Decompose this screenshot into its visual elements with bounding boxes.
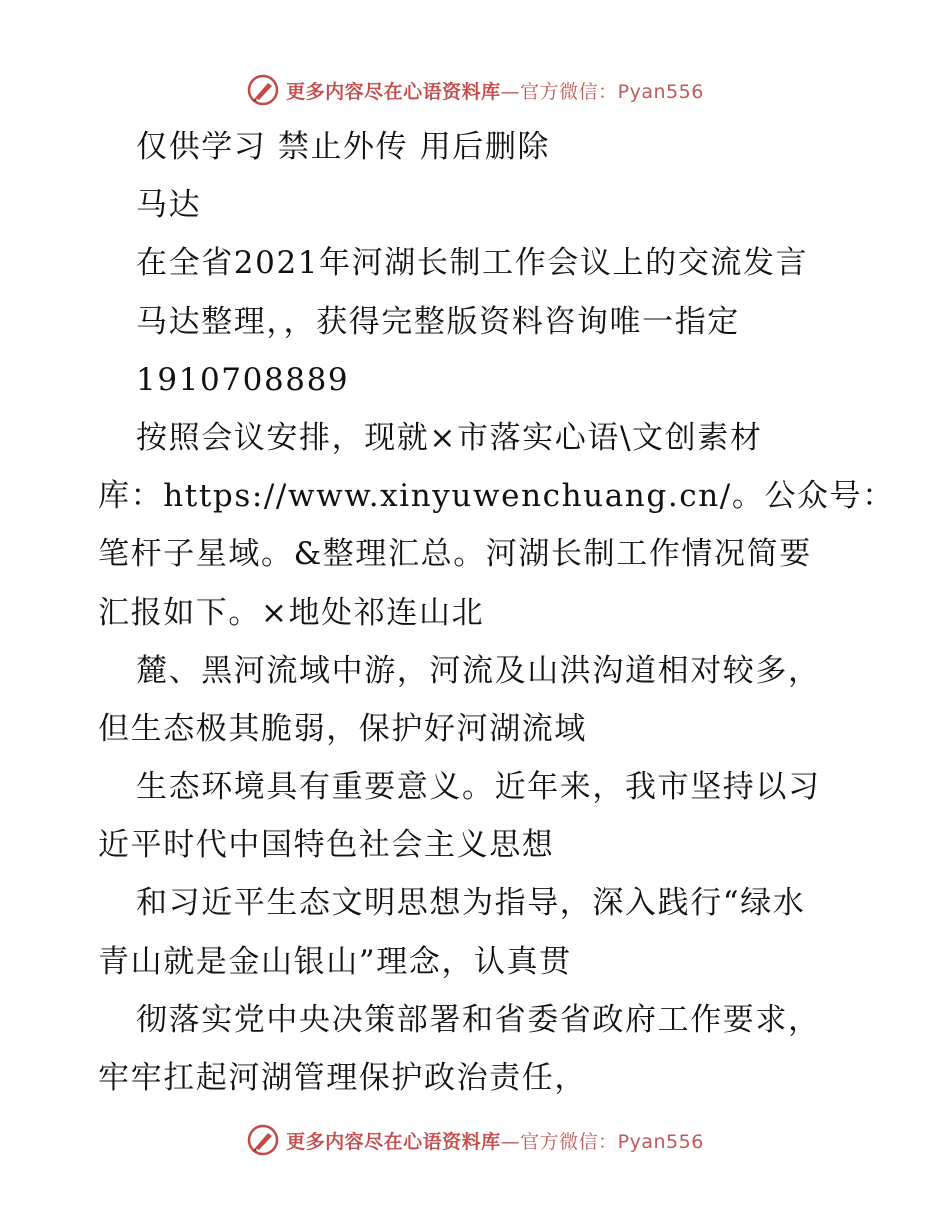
text-line: 按照会议安排，现就×市落实心语\文创素材 [136,419,763,456]
text-line: 彻落实党中央决策部署和省委省政府工作要求， [136,1001,821,1038]
pen-logo-icon [246,1123,280,1157]
text-line: 马达整理，，获得完整版资料咨询唯一指定 [136,303,740,340]
header-watermark [0,70,950,110]
text-line: 但生态极其脆弱，保护好河湖流域 [98,710,587,747]
text-line: 牢牢扛起河湖管理保护政治责任， [98,1060,587,1096]
watermark-text: 更多内容尽在心语资料库—官方微信：Pyan556 [286,80,704,103]
text-line: 青山就是金山银山”理念，认真贯 [98,943,572,980]
footer-watermark [0,1120,950,1160]
document-body [98,118,895,1107]
text-line: 笔杆子星域。&整理汇总。河湖长制工作情况简要 [98,536,812,573]
text-line: 近平时代中国特色社会主义思想 [98,827,555,864]
pen-logo-icon [246,73,280,107]
text-line: 生态环境具有重要意义。近年来，我市坚持以习 [136,769,821,806]
text-line: 仅供学习 禁止外传 用后删除 [136,129,551,165]
text-line: 马达 [136,187,202,224]
text-line: 和习近平生态文明思想为指导，深入践行“绿水 [136,885,806,922]
text-line: 在全省2021年河湖长制工作会议上的交流发言 [136,245,809,282]
text-line: 麓、黑河流域中游，河流及山洪沟道相对较多， [136,652,821,689]
watermark-text: 更多内容尽在心语资料库—官方微信：Pyan556 [286,1130,704,1153]
text-line: 库：https://www.xinyuwenchuang.cn/。公众号： [98,478,895,515]
text-line: 汇报如下。×地处祁连山北 [98,594,485,631]
text-line: 1910708889 [136,361,350,398]
